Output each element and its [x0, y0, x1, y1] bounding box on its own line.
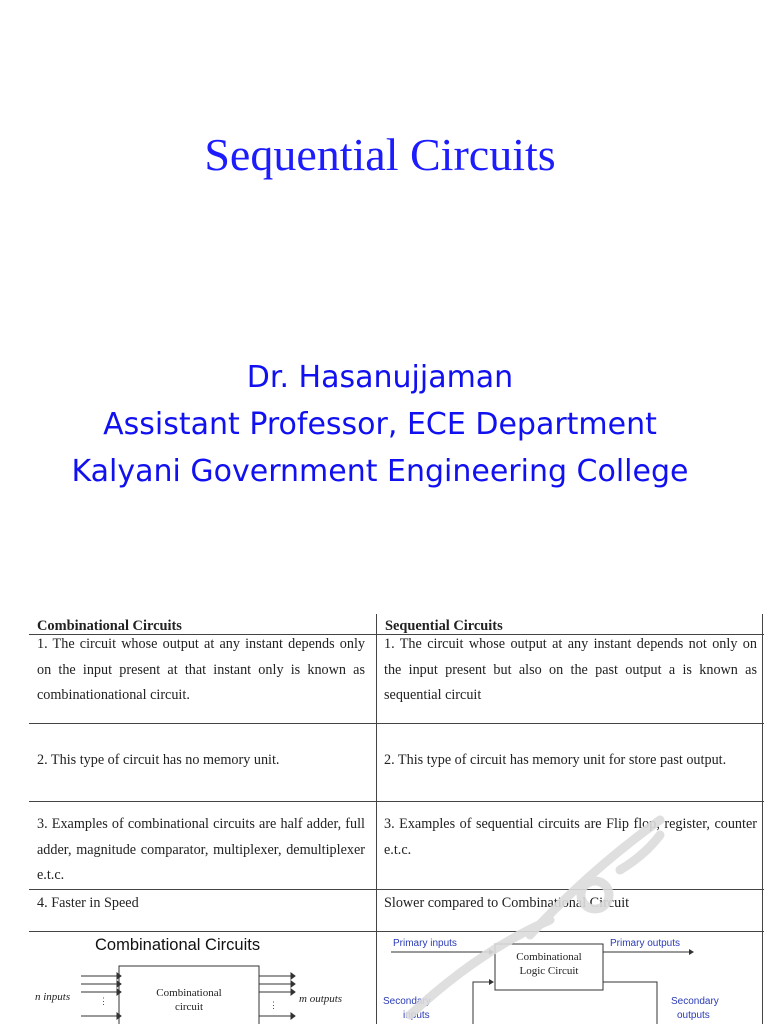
primary-outputs-label: Primary outputs [610, 938, 681, 949]
table-cell-comb-4: 4. Faster in Speed [37, 895, 139, 911]
secondary-outputs-label-1: Secondary [671, 996, 719, 1007]
table-cell-comb-2: 2. This type of circuit has no memory unit. [37, 752, 280, 768]
output-arrows [259, 973, 295, 1019]
author-name: Dr. Hasanujjaman [246, 360, 514, 395]
header-sequential: Sequential Circuits [385, 618, 503, 634]
table-cell-seq-3: 3. Examples of sequential circuits are Flip flop, register, counter e.t.c. [384, 816, 757, 858]
outputs-label: m outputs [299, 993, 343, 1005]
table-cell-comb-1: 1. The circuit whose output at any instant depends only on the input present at that instant only is known as combinationational circuit. [37, 636, 365, 704]
combinational-circuit-diagram [29, 932, 376, 1024]
table-cell-seq-2: 2. This type of circuit has memory unit for store past output. [384, 752, 727, 768]
combinational-block-label-1: Combinational [156, 987, 222, 999]
table-cell-comb-3: 3. Examples of combinational circuits are half adder, full adder, magnitude comparator, multiplexer, demultiplexer e.t.c. [37, 816, 365, 884]
table-cell-seq-1: 1. The circuit whose output at any instant depends not only on the input present but also on the past output a is known as sequential circuit [384, 636, 757, 704]
primary-output-arrow [689, 949, 694, 955]
ellipsis-icon: ⋮ [99, 996, 108, 1006]
secondary-inputs-label-2: inputs [403, 1010, 430, 1021]
header-combinational: Combinational Circuits [37, 618, 182, 634]
row-divider [29, 801, 764, 802]
table-cell-seq-4: Slower compared to Combinational Circuit [384, 895, 630, 911]
secondary-outputs-label-2: outputs [677, 1010, 710, 1021]
author-block [0, 354, 760, 495]
logic-block-label-2: Logic Circuit [519, 965, 579, 977]
author-institution: Kalyani Government Engineering College [71, 454, 689, 489]
ellipsis-icon: ⋮ [269, 1000, 278, 1010]
comparison-table [29, 614, 764, 1024]
primary-inputs-label: Primary inputs [393, 938, 457, 949]
secondary-inputs-label-1: Secondary [383, 996, 431, 1007]
sequential-circuit-diagram [377, 932, 763, 1024]
row-divider [29, 889, 764, 890]
row-divider [29, 723, 764, 724]
logic-block-label-1: Combinational [516, 951, 582, 963]
author-position: Assistant Professor, ECE Department [103, 407, 657, 442]
secondary-input-arrow [489, 979, 494, 985]
combinational-diagram-heading: Combinational Circuits [95, 936, 261, 954]
inputs-label: n inputs [35, 991, 71, 1003]
combinational-block-label-2: circuit [174, 1001, 204, 1013]
slide-title: Sequential Circuits [204, 129, 556, 180]
primary-input-arrow [489, 949, 494, 955]
